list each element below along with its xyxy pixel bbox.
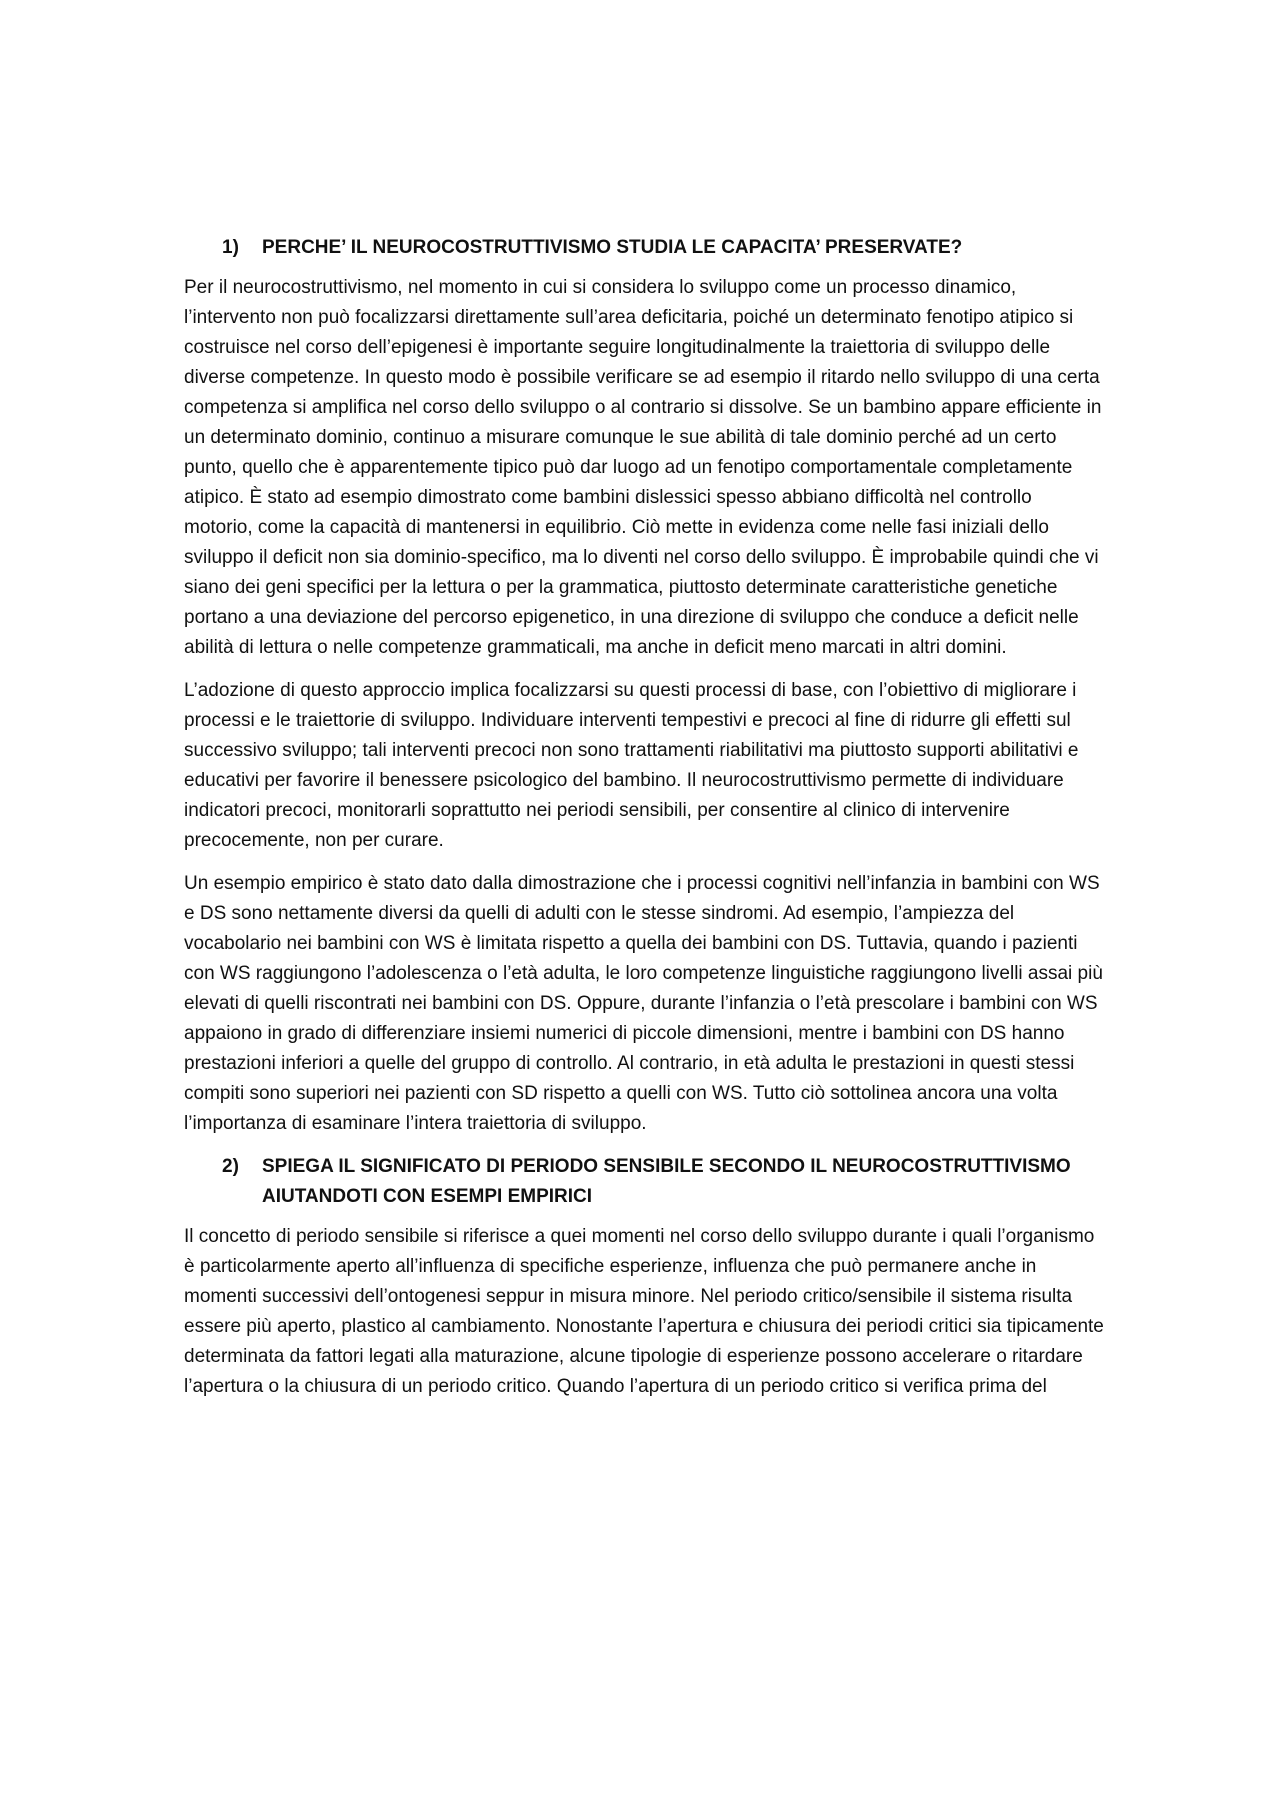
section-1-paragraph-2: L’adozione di questo approccio implica focalizzarsi su questi processi di base, con l’obiettivo di migliorare i processi e le traiettorie di sviluppo. Individuare interventi tempestivi e precoci al fine di ridurre gli effetti sul successivo sviluppo; tali interventi precoci non sono trattamenti riabilitativi ma piuttosto supporti abilitativi e educativi per favorire il benessere psicologico del bambino. Il neurocostruttivismo permette di individuare indicatori precoci, monitorarli soprattutto nei periodi sensibili, per consentire al clinico di intervenire precocemente, non per curare.: [184, 680, 1079, 851]
section-1-paragraph-3: Un esempio empirico è stato dato dalla dimostrazione che i processi cognitivi nell’infanzia in bambini con WS e DS sono nettamente diversi da quelli di adulti con le stesse sindromi. Ad esempio, l’ampiezza del vocabolario nei bambini con WS è limitata rispetto a quella dei bambini con DS. Tuttavia, quando i pazienti con WS raggiungono l’adolescenza o l’età adulta, le loro competenze linguistiche raggiungono livelli assai più elevati di quelli riscontrati nei bambini con DS. Oppure, durante l’infanzia o l’età prescolare i bambini con WS appaiono in grado di differenziare insiemi numerici di piccole dimensioni, mentre i bambini con DS hanno prestazioni inferiori a quelle del gruppo di controllo. Al contrario, in età adulta le prestazioni in questi stessi compiti sono superiori nei pazienti con SD rispetto a quelli con WS. Tutto ciò sottolinea ancora una volta l’importanza di esaminare l’intera traiettoria di sviluppo.: [184, 873, 1103, 1134]
section-1-heading: [184, 233, 1104, 263]
section-2-heading: [184, 1152, 1104, 1212]
section-1-number: 1): [222, 237, 239, 258]
section-2-number: 2): [222, 1156, 239, 1177]
section-1-title: PERCHE’ IL NEUROCOSTRUTTIVISMO STUDIA LE CAPACITA’ PRESERVATE?: [262, 237, 963, 258]
document-body: [184, 233, 1104, 1415]
section-2-paragraph-1: Il concetto di periodo sensibile si riferisce a quei momenti nel corso dello sviluppo durante i quali l’organismo è particolarmente aperto all’influenza di specifiche esperienze, influenza che può permanere anche in momenti successivi dell’ontogenesi seppur in misura minore. Nel periodo critico/sensibile il sistema risulta essere più aperto, plastico al cambiamento. Nonostante l’apertura e chiusura dei periodi critici sia tipicamente determinata da fattori legati alla maturazione, alcune tipologie di esperienze possono accelerare o ritardare l’apertura o la chiusura di un periodo critico. Quando l’apertura di un periodo critico si verifica prima del: [184, 1226, 1104, 1397]
section-1-paragraph-1: Per il neurocostruttivismo, nel momento in cui si considera lo sviluppo come un processo dinamico, l’intervento non può focalizzarsi direttamente sull’area deficitaria, poiché un determinato fenotipo atipico si costruisce nel corso dell’epigenesi è importante seguire longitudinalmente la traiettoria di sviluppo delle diverse competenze. In questo modo è possibile verificare se ad esempio il ritardo nello sviluppo di una certa competenza si amplifica nel corso dello sviluppo o al contrario si dissolve. Se un bambino appare efficiente in un determinato dominio, continuo a misurare comunque le sue abilità di tale dominio perché ad un certo punto, quello che è apparentemente tipico può dar luogo ad un fenotipo comportamentale completamente atipico. È stato ad esempio dimostrato come bambini dislessici spesso abbiano difficoltà nel controllo motorio, come la capacità di mantenersi in equilibrio. Ciò mette in evidenza come nelle fasi iniziali dello sviluppo il deficit non sia dominio-specifico, ma lo diventi nel corso dello sviluppo. È improbabile quindi che vi siano dei geni specifici per la lettura o per la grammatica, piuttosto determinate caratteristiche genetiche portano a una deviazione del percorso epigenetico, in una direzione di sviluppo che conduce a deficit nelle abilità di lettura o nelle competenze grammaticali, ma anche in deficit meno marcati in altri domini.: [184, 277, 1102, 658]
section-2-title: SPIEGA IL SIGNIFICATO DI PERIODO SENSIBILE SECONDO IL NEUROCOSTRUTTIVISMO AIUTANDOTI CON ESEMPI EMPIRICI: [262, 1156, 1071, 1207]
